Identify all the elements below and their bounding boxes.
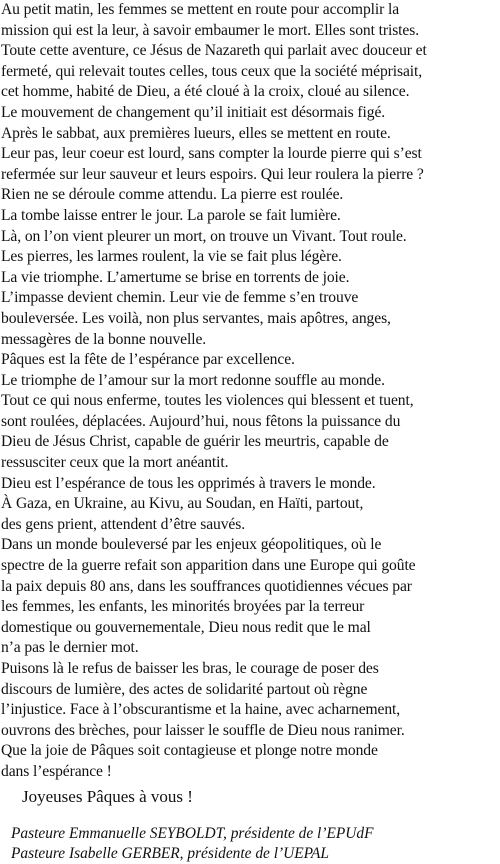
body-line: n’a pas le dernier mot. [1,639,139,657]
body-line: Dans un monde bouleversé par les enjeux géopolitiques, où le [1,536,382,554]
body-line: dans l’espérance ! [1,762,112,780]
body-line: ouvrons des brèches, pour laisser le souffle de Dieu nous ranimer. [1,721,405,739]
body-line: ressusciter ceux que la mort anéantit. [1,454,229,472]
body-line: Leur pas, leur coeur est lourd, sans compter la lourde pierre qui s’est [1,145,422,163]
body-line: Que la joie de Pâques soit contagieuse et plonge notre monde [1,742,378,760]
body-line: Pâques est la fête de l’espérance par excellence. [1,351,295,369]
body-line: Toute cette aventure, ce Jésus de Nazareth qui parlait avec douceur et [1,42,427,60]
body-line: Dieu de Jésus Christ, capable de guérir les meurtris, capable de [1,433,389,451]
body-line: des gens prient, attendent d’être sauvés. [1,515,246,533]
body-line: Le triomphe de l’amour sur la mort redonne souffle au monde. [1,371,385,389]
body-line: fermeté, qui relevait toutes celles, tous ceux que la société méprisait, [1,62,423,80]
signature-block [11,824,373,864]
body-line: Les pierres, les larmes roulent, la vie se fait plus légère. [1,248,342,266]
body-line: discours de lumière, des actes de solidarité partout où règne [1,680,368,698]
body-line: spectre de la guerre refait son apparition dans une Europe qui goûte [1,557,416,575]
body-line: À Gaza, en Ukraine, au Kivu, au Soudan, en Haïti, partout, [1,495,364,513]
body-line: Au petit matin, les femmes se mettent en route pour accomplir la [1,1,400,18]
body-line: la paix depuis 80 ans, dans les souffrances quotidiennes vécues par [1,577,412,595]
body-line: Puisons là le refus de baisser les bras, le courage de poser des [1,660,379,677]
body-line: l’injustice. Face à l’obscurantisme et la haine, avec acharnement, [1,701,401,719]
body-line: Le mouvement de changement qu’il initiait est désormais figé. [1,103,386,121]
signature-line: Pasteure Isabelle GERBER, présidente de l’UEPAL [11,845,329,862]
body-line: La tombe laisse entrer le jour. La parole se fait lumière. [1,206,341,224]
signature-line: Pasteure Emmanuelle SEYBOLDT, présidente de l’EPUdF [11,825,374,842]
greeting: Joyeuses Pâques à vous ! [22,787,193,806]
body-line: domestique ou gouvernementale, Dieu nous redit que le mal [1,618,371,636]
body-line: Tout ce qui nous enferme, toutes les violences qui blessent et tuent, [1,392,414,410]
body-line: L’impasse devient chemin. Leur vie de femme s’en trouve [1,289,359,307]
body-line: sont roulées, déplacées. Aujourd’hui, nous fêtons la puissance du [1,412,401,430]
body-line: cet homme, habité de Dieu, a été cloué à la croix, cloué au silence. [1,83,410,101]
letter-body [1,0,500,783]
body-line: bouleversée. Les voilà, non plus servantes, mais apôtres, anges, [1,309,391,327]
body-line: les femmes, les enfants, les minorités broyées par la terreur [1,598,365,616]
body-line: messagères de la bonne nouvelle. [1,330,207,348]
body-line: mission qui est la leur, à savoir embaumer le mort. Elles sont tristes. [1,21,419,39]
body-line: Là, on l’on vient pleurer un mort, on trouve un Vivant. Tout roule. [1,227,407,245]
body-line: refermée sur leur sauveur et leurs espoirs. Qui leur roulera la pierre ? [1,165,424,183]
body-line: Après le sabbat, aux premières lueurs, elles se mettent en route. [1,124,391,142]
body-line: Rien ne se déroule comme attendu. La pierre est roulée. [1,186,344,204]
body-line: La vie triomphe. L’amertume se brise en torrents de joie. [1,268,350,286]
body-line: Dieu est l’espérance de tous les opprimés à travers le monde. [1,474,376,492]
